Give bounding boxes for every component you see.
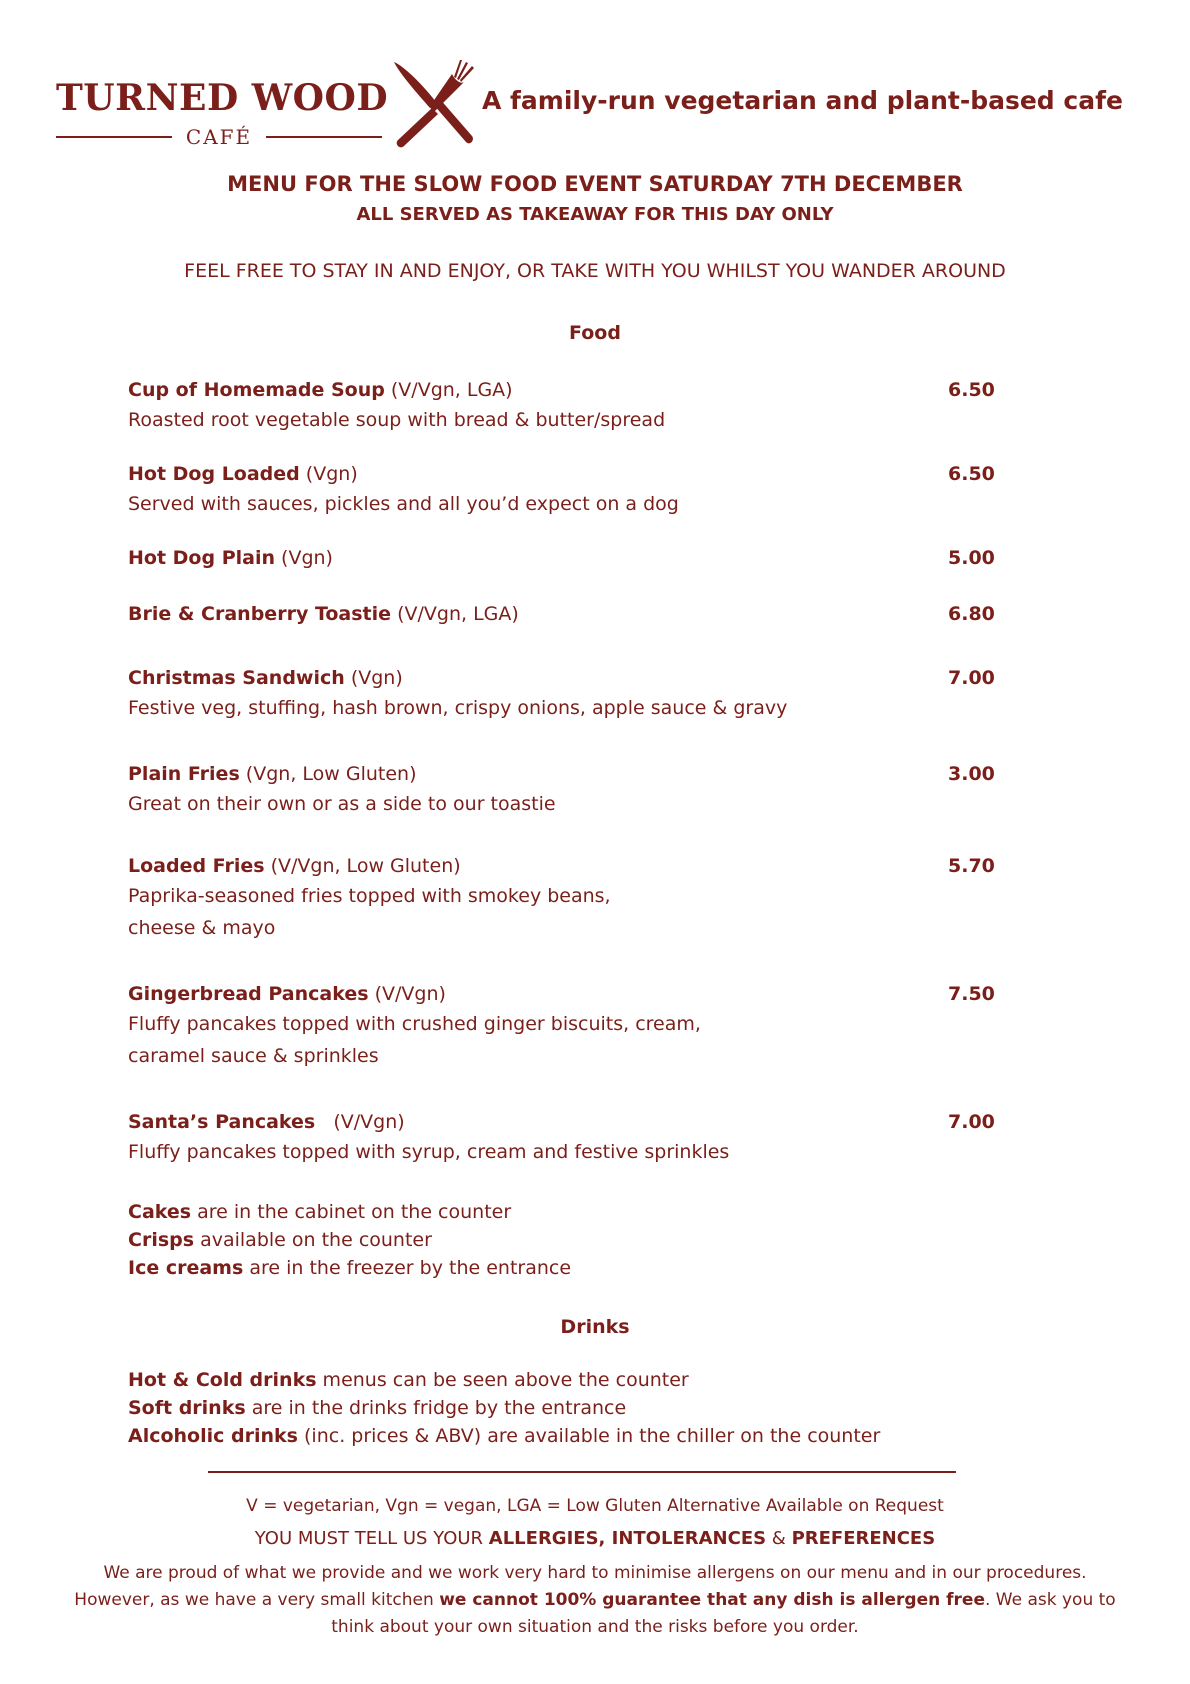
footer-divider bbox=[208, 1471, 956, 1473]
extras-ice-creams: Ice creams are in the freezer by the entrance bbox=[128, 1257, 572, 1279]
menu-item-santas-pancakes bbox=[128, 1108, 1058, 1168]
logo-cafe-text: CAFÉ bbox=[185, 125, 253, 149]
menu-item-description: caramel sauce & sprinkles bbox=[128, 1045, 379, 1067]
allergy-notice: YOU MUST TELL US YOUR ALLERGIES, INTOLERANCES & PREFERENCES bbox=[254, 1528, 936, 1549]
event-note: FEEL FREE TO STAY IN AND ENJOY, OR TAKE WITH YOU WHILST YOU WANDER AROUND bbox=[184, 260, 1006, 282]
menu-item-title: Brie & Cranberry Toastie (V/Vgn, LGA) bbox=[128, 603, 519, 625]
tagline: A family-run vegetarian and plant-based cafe bbox=[482, 86, 1123, 115]
menu-item-price: 7.00 bbox=[948, 1111, 995, 1133]
menu-item-description: Great on their own or as a side to our toastie bbox=[128, 793, 556, 815]
menu-item-title: Gingerbread Pancakes (V/Vgn) bbox=[128, 983, 446, 1005]
menu-item-description: cheese & mayo bbox=[128, 917, 276, 939]
menu-item-price: 6.80 bbox=[948, 603, 995, 625]
food-heading: Food bbox=[569, 322, 621, 344]
menu-item-hot-dog-plain bbox=[128, 544, 1058, 572]
menu-item-toastie bbox=[128, 600, 1058, 628]
drinks-heading: Drinks bbox=[560, 1316, 630, 1338]
menu-item-price: 6.50 bbox=[948, 463, 995, 485]
menu-item-description: Roasted root vegetable soup with bread & butter/spread bbox=[128, 409, 666, 431]
event-title: MENU FOR THE SLOW FOOD EVENT SATURDAY 7TH DECEMBER bbox=[227, 172, 963, 196]
extras-cakes: Cakes are in the cabinet on the counter bbox=[128, 1201, 512, 1223]
menu-item-soup bbox=[128, 376, 1058, 436]
drinks-hot-cold: Hot & Cold drinks menus can be seen above the counter bbox=[128, 1369, 689, 1391]
menu-item-title: Hot Dog Loaded (Vgn) bbox=[128, 463, 358, 485]
menu-item-gingerbread-pancakes bbox=[128, 980, 1058, 1072]
menu-item-title: Santa’s Pancakes (V/Vgn) bbox=[128, 1111, 405, 1133]
menu-item-title: Cup of Homemade Soup (V/Vgn, LGA) bbox=[128, 379, 513, 401]
menu-item-description: Served with sauces, pickles and all you’d expect on a dog bbox=[128, 493, 679, 515]
menu-item-christmas-sandwich bbox=[128, 664, 1058, 724]
menu-item-price: 3.00 bbox=[948, 763, 995, 785]
crossed-knife-fork-icon bbox=[390, 56, 478, 152]
logo-subtitle bbox=[56, 124, 382, 150]
menu-item-title: Plain Fries (Vgn, Low Gluten) bbox=[128, 763, 417, 785]
menu-item-plain-fries bbox=[128, 760, 1058, 820]
menu-item-title: Loaded Fries (V/Vgn, Low Gluten) bbox=[128, 855, 461, 877]
menu-item-price: 6.50 bbox=[948, 379, 995, 401]
menu-item-description: Paprika-seasoned fries topped with smokey beans, bbox=[128, 885, 611, 907]
extras-crisps: Crisps available on the counter bbox=[128, 1229, 432, 1251]
event-subtitle: ALL SERVED AS TAKEAWAY FOR THIS DAY ONLY bbox=[356, 204, 834, 225]
menu-item-price: 7.00 bbox=[948, 667, 995, 689]
allergen-disclaimer: We are proud of what we provide and we work very hard to minimise allergens on our menu and in our procedures. However, as we have a very small kitchen we cannot 100% guarantee that any dish is allergen free. We ask you to think about your own situation and the risks before you order. bbox=[74, 1563, 1116, 1637]
logo-wordmark: TURNED WOOD bbox=[56, 77, 389, 119]
menu-item-description: Fluffy pancakes topped with crushed ginger biscuits, cream, bbox=[128, 1013, 701, 1035]
menu-item-title: Christmas Sandwich (Vgn) bbox=[128, 667, 403, 689]
menu-item-description: Fluffy pancakes topped with syrup, cream and festive sprinkles bbox=[128, 1141, 730, 1163]
drinks-soft: Soft drinks are in the drinks fridge by the entrance bbox=[128, 1397, 627, 1419]
menu-item-title: Hot Dog Plain (Vgn) bbox=[128, 547, 333, 569]
drinks-alcoholic: Alcoholic drinks (inc. prices & ABV) are available in the chiller on the counter bbox=[128, 1425, 881, 1447]
menu-item-price: 5.00 bbox=[948, 547, 995, 569]
menu-item-loaded-fries bbox=[128, 852, 1058, 944]
logo-rule-right bbox=[266, 136, 382, 138]
menu-item-hot-dog-loaded bbox=[128, 460, 1058, 520]
menu-item-description: Festive veg, stuffing, hash brown, crispy onions, apple sauce & gravy bbox=[128, 697, 788, 719]
dietary-legend: V = vegetarian, Vgn = vegan, LGA = Low Gluten Alternative Available on Request bbox=[246, 1496, 944, 1516]
menu-item-price: 5.70 bbox=[948, 855, 995, 877]
logo-rule-left bbox=[56, 136, 172, 138]
menu-item-price: 7.50 bbox=[948, 983, 995, 1005]
